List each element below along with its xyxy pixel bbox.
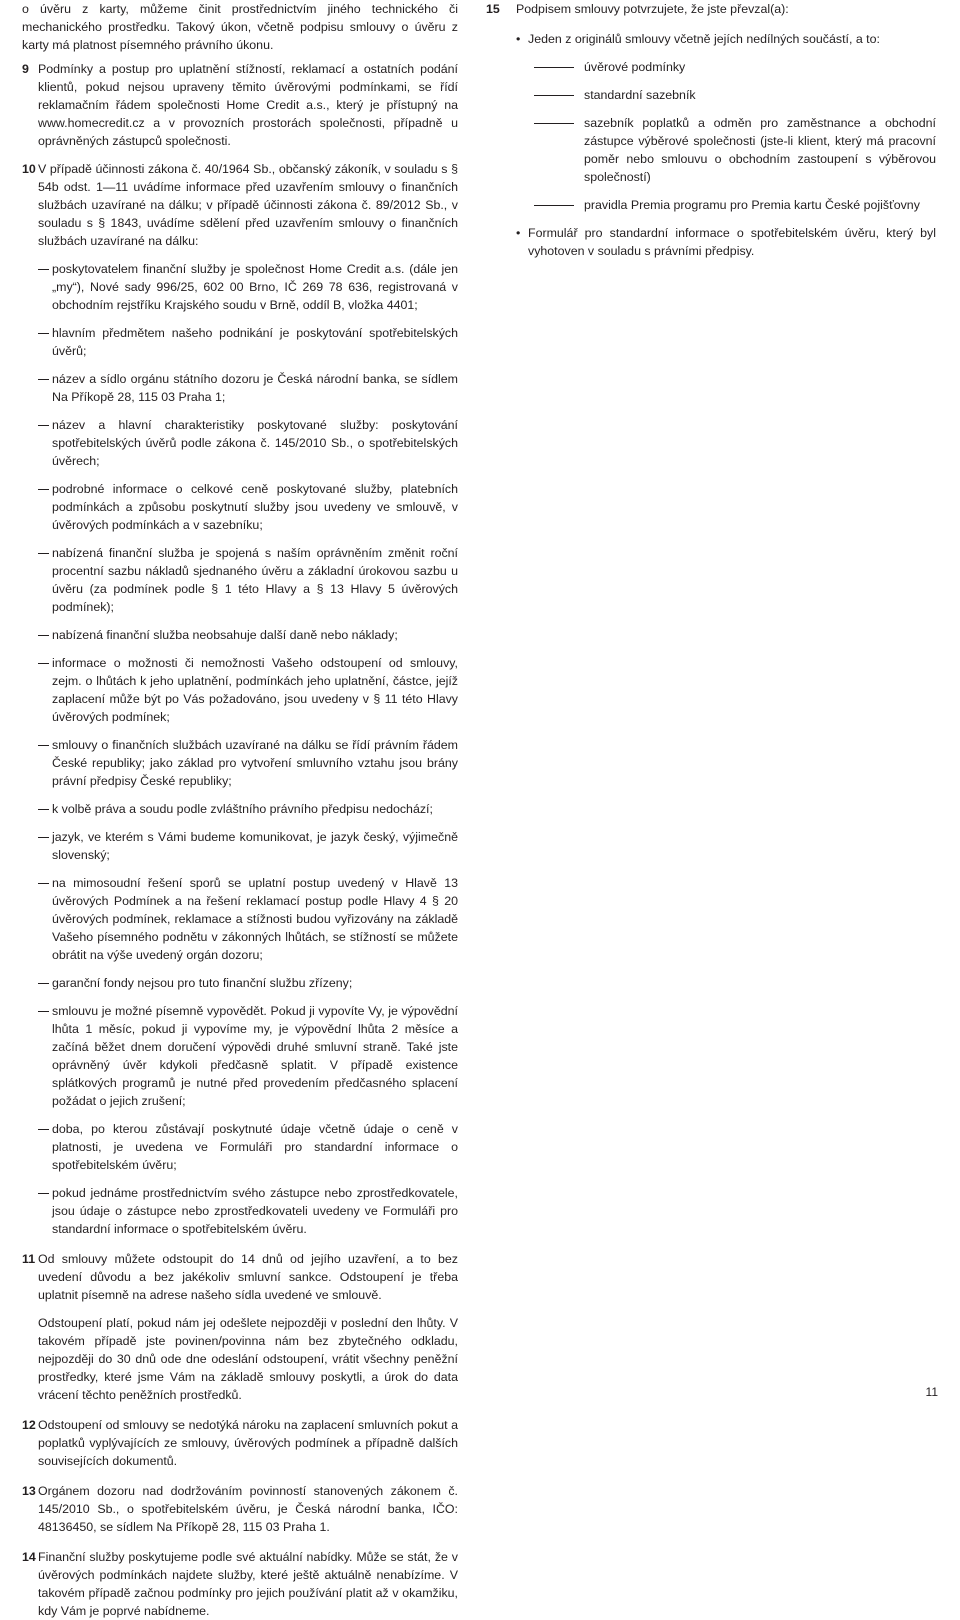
list-item-text: informace o možnosti či nemožnosti Vašeho odstoupení od smlouvy, zejm. o lhůtách k jeho uplatnění, podmínkách jeho uplatnění, částce, jejíž zaplacení může být po Vás požadováno, jsou uvedeny v § 11 této Hlavy úvěrových podmínek; bbox=[52, 656, 458, 724]
list-item bbox=[38, 974, 458, 992]
sublist-item-text: sazebník poplatků a odměn pro zaměstnance a obchodní zástupce výběrové společnosti (jste-li klient, který má pracovní poměr nebo smlouvu o obchodním zastoupení s výběrovou společností) bbox=[584, 116, 936, 184]
list-item-text: nabízená finanční služba je spojená s naším oprávněním změnit roční procentní sazbu nákladů sjednaného úvěru a základní úrokovou sazbu u úvěru (za podmínek podle § 1 této Hlavy a § 13 Hlavy 5 úvěrových podmínek); bbox=[52, 546, 458, 614]
bullet-icon bbox=[516, 30, 528, 48]
sublist-item bbox=[516, 58, 936, 76]
list-item-text: smlouvy o finančních službách uzavírané na dálku se řídí právním řádem České republiky; jako základ pro vytvoření smluvního vztahu jsou brány právní předpisy České republiky; bbox=[52, 738, 458, 788]
sublist-item bbox=[516, 114, 936, 186]
section-12 bbox=[22, 1416, 458, 1470]
list-item bbox=[38, 654, 458, 726]
list-item-text: poskytovatelem finanční služby je společnost Home Credit a.s. (dále jen „my“), Nové sady 996/25, 602 00 Brno, IČ 269 78 636, registrovaná v obchodním rejstříku Krajského soudu v Brně, oddíl B, vložka 4401; bbox=[52, 262, 458, 312]
right-column bbox=[486, 0, 936, 260]
section-10 bbox=[22, 160, 458, 1238]
section-9 bbox=[22, 60, 458, 150]
section-text: V případě účinnosti zákona č. 40/1964 Sb., občanský zákoník, v souladu s § 54b odst. 1—11 uvádíme informace před uzavřením smlouvy o finančních službách uzavírané na dálku; v případě účinnosti zákona č. 89/2012 Sb., v souladu s § 1843, uvádíme sdělení před uzavřením smlouvy o finančních službách uzavírané na dálku: bbox=[38, 162, 458, 248]
dash-icon bbox=[38, 416, 52, 434]
documents-sublist bbox=[516, 58, 936, 214]
list-item bbox=[38, 1120, 458, 1174]
section-number: 13 bbox=[22, 1484, 36, 1498]
dash-icon bbox=[38, 1120, 52, 1138]
dash-icon bbox=[38, 800, 52, 818]
distance-contract-info-list bbox=[38, 260, 458, 1238]
dash-icon bbox=[38, 324, 52, 342]
list-item-text: garanční fondy nejsou pro tuto finanční službu zřízeny; bbox=[52, 976, 353, 990]
dash-icon bbox=[38, 654, 52, 672]
list-item-text: jazyk, ve kterém s Vámi budeme komunikovat, je jazyk český, výjimečně slovenský; bbox=[52, 830, 458, 862]
section-11 bbox=[22, 1250, 458, 1404]
dash-icon bbox=[38, 370, 52, 388]
dash-icon bbox=[516, 58, 584, 76]
bullet-icon bbox=[516, 224, 528, 242]
section-number: 14 bbox=[22, 1550, 36, 1564]
list-item-text: název a sídlo orgánu státního dozoru je Česká národní banka, se sídlem Na Příkopě 28, 115 03 Praha 1; bbox=[52, 372, 458, 404]
section-number: 15 bbox=[486, 2, 500, 16]
section-text: Finanční služby poskytujeme podle své aktuální nabídky. Může se stát, že v úvěrových podmínkách najdete služby, které ještě aktuálně nenabízíme. V takovém případě začnou podmínky pro jejich používání platit až v okamžiku, kdy Vám je poprvé nabídneme. bbox=[38, 1550, 458, 1618]
section-text: Odstoupení platí, pokud nám jej odešlete nejpozději v poslední den lhůty. V takovém případě jste povinen/povinna nám bez zbytečného odkladu, nejpozději do 30 dnů ode dne odeslání odstoupení, vrátit všechny peněžní prostředky, které jsme Vám na základě smlouvy poskytli, a úrok do data vrácení těchto peněžních prostředků. bbox=[38, 1316, 458, 1402]
list-item bbox=[38, 828, 458, 864]
sublist-item-text: úvěrové podmínky bbox=[584, 60, 686, 74]
dash-icon bbox=[38, 260, 52, 278]
list-item bbox=[516, 30, 936, 48]
dash-icon bbox=[38, 974, 52, 992]
list-item bbox=[38, 416, 458, 470]
list-item bbox=[38, 1184, 458, 1238]
section-text: Podmínky a postup pro uplatnění stížností, reklamací a ostatních podání klientů, pokud nejsou upraveny těmito úvěrovými podmínkami, se řídí reklamačním řádem společnosti Home Credit a.s., který je přístupný na www.homecredit.cz a v provozních prostorách společnosti, případně u oprávněných zástupců společnosti. bbox=[38, 62, 458, 148]
section-13 bbox=[22, 1482, 458, 1536]
section-text: Podpisem smlouvy potvrzujete, že jste převzal(a): bbox=[516, 2, 789, 16]
section-number: 11 bbox=[22, 1252, 36, 1266]
intro-paragraph: o úvěru z karty, můžeme činit prostřednictvím jiného technického či mechanického prostředku. Takový úkon, včetně podpisu smlouvy o úvěru z karty má platnost písemného právního úkonu. bbox=[22, 2, 458, 52]
list-item-text: podrobné informace o celkové ceně poskytované služby, platebních podmínkách a způsobu poskytnutí služby jsou uvedeny ve smlouvě, v úvěrových podmínkách a v sazebníku; bbox=[52, 482, 458, 532]
list-item-text: nabízená finanční služba neobsahuje další daně nebo náklady; bbox=[52, 628, 398, 642]
sublist-item-text: pravidla Premia programu pro Premia kartu České pojišťovny bbox=[584, 198, 920, 212]
list-item bbox=[38, 736, 458, 790]
dash-icon bbox=[516, 86, 584, 104]
dash-icon bbox=[38, 1184, 52, 1202]
dash-icon bbox=[38, 480, 52, 498]
section-text: Orgánem dozoru nad dodržováním povinností stanovených zákonem č. 145/2010 Sb., o spotřebitelském úvěru, je Česká národní banka, IČO: 48136450, se sídlem Na Příkopě 28, 115 03 Praha 1. bbox=[38, 1484, 458, 1534]
list-item-text: k volbě práva a soudu podle zvláštního právního předpisu nedochází; bbox=[52, 802, 433, 816]
dash-icon bbox=[38, 736, 52, 754]
dash-icon bbox=[38, 874, 52, 892]
bullet-text: Formulář pro standardní informace o spotřebitelském úvěru, který byl vyhotoven v souladu s právními předpisy. bbox=[528, 226, 936, 258]
dash-icon bbox=[38, 626, 52, 644]
list-item-text: doba, po kterou zůstávají poskytnuté údaje včetně údaje o ceně v platnosti, je uvedena ve Formuláři pro standardní informace o spotřebitelském úvěru; bbox=[52, 1122, 458, 1172]
left-column bbox=[22, 0, 458, 1620]
list-item bbox=[38, 800, 458, 818]
list-item-text: hlavním předmětem našeho podnikání je poskytování spotřebitelských úvěrů; bbox=[52, 326, 458, 358]
list-item bbox=[38, 324, 458, 360]
dash-icon bbox=[38, 828, 52, 846]
list-item bbox=[516, 224, 936, 260]
list-item bbox=[38, 370, 458, 406]
list-item bbox=[38, 544, 458, 616]
section-14 bbox=[22, 1548, 458, 1620]
section-number: 10 bbox=[22, 162, 36, 176]
section-text: Odstoupení od smlouvy se nedotýká nároku na zaplacení smluvních pokut a poplatků vyplývajících ze smlouvy, úvěrových podmínek a případně dalších souvisejících dokumentů. bbox=[38, 1418, 458, 1468]
dash-icon bbox=[516, 196, 584, 214]
sublist-item bbox=[516, 86, 936, 104]
list-item bbox=[38, 1002, 458, 1110]
list-item bbox=[38, 260, 458, 314]
section-15 bbox=[486, 0, 936, 260]
sublist-item bbox=[516, 196, 936, 214]
dash-icon bbox=[38, 1002, 52, 1020]
section-number: 9 bbox=[22, 62, 29, 76]
section-number: 12 bbox=[22, 1418, 36, 1432]
list-item bbox=[38, 480, 458, 534]
section-text: Od smlouvy můžete odstoupit do 14 dnů od jejího uzavření, a to bez uvedení důvodu a bez jakékoliv smluvní sankce. Odstoupení je třeba uplatnit písemně na adrese našeho sídla uvedené ve smlouvě. bbox=[38, 1252, 458, 1302]
list-item-text: název a hlavní charakteristiky poskytované služby: poskytování spotřebitelských úvěrů podle zákona č. 145/2010 Sb., o spotřebitelských úvěrech; bbox=[52, 418, 458, 468]
list-item-text: na mimosoudní řešení sporů se uplatní postup uvedený v Hlavě 13 úvěrových Podmínek a na řešení reklamací postup podle Hlavy 4 § 20 úvěrových podmínek, reklamace a stížnosti budou vyřizovány na základě Vašeho písemného podnětu v zákonných lhůtách, se stížností se můžete obrátit na výše uvedený orgán dozoru; bbox=[52, 876, 458, 962]
sublist-item-text: standardní sazebník bbox=[584, 88, 696, 102]
bullet-text: Jeden z originálů smlouvy včetně jejích nedílných součástí, a to: bbox=[528, 32, 880, 46]
list-item bbox=[38, 626, 458, 644]
list-item-text: smlouvu je možné písemně vypovědět. Pokud ji vypovíte Vy, je výpovědní lhůta 1 měsíc, pokud ji vypovíme my, je výpovědní lhůta 2 měsíce a začíná běžet dnem doručení výpovědi druhé smluvní straně. Také jste oprávněný úvěr kdykoli předčasně splatit. V případě existence splátkových programů je nutné před provedením předčasného splacení požádat o jejich zrušení; bbox=[52, 1004, 458, 1108]
list-item-text: pokud jednáme prostřednictvím svého zástupce nebo zprostředkovatele, jsou údaje o zástupce nebo zprostředkovateli uvedeny ve Formuláři pro standardní informace o spotřebitelském úvěru. bbox=[52, 1186, 458, 1236]
page-number: 11 bbox=[925, 1385, 938, 1399]
dash-icon bbox=[38, 544, 52, 562]
dash-icon bbox=[516, 114, 584, 132]
list-item bbox=[38, 874, 458, 964]
